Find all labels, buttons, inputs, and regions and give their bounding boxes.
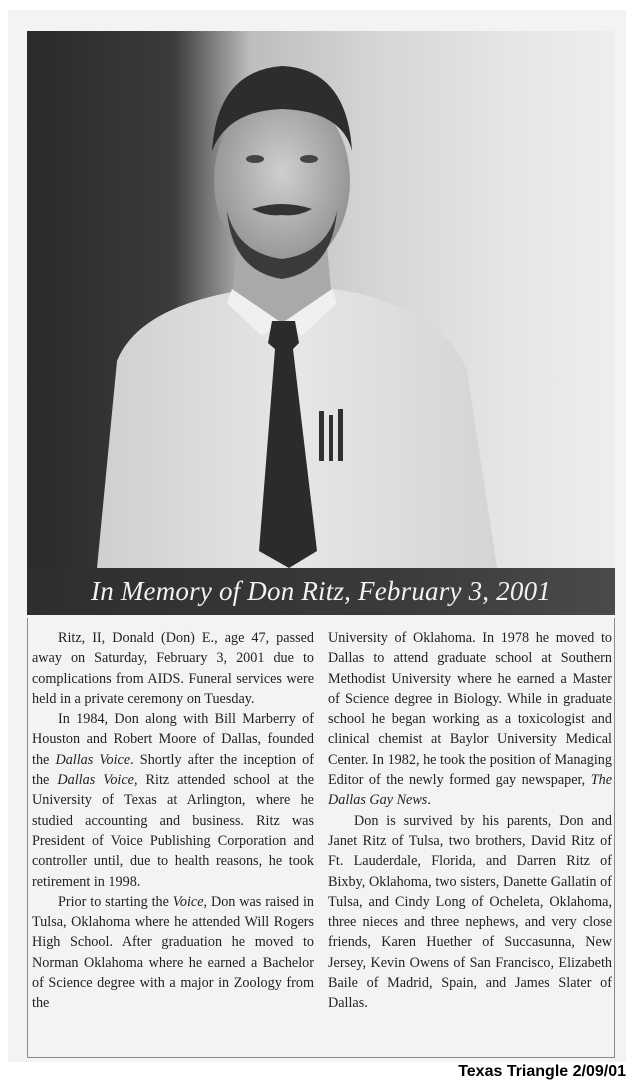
article-paragraph: [32, 709, 314, 892]
source-citation: Texas Triangle 2/09/01: [458, 1063, 626, 1080]
memorial-caption: In Memory of Don Ritz, February 3, 2001: [91, 576, 551, 606]
article-paragraph: [328, 628, 612, 811]
publication-name: Dallas Voice: [55, 751, 131, 768]
paragraph-text: . Shortly after the inception of the: [32, 751, 314, 789]
article-column-right: [328, 628, 612, 1014]
publication-name: Dallas Voice: [57, 772, 134, 789]
article-column-left: [32, 628, 314, 1014]
paragraph-text: Prior to starting the: [58, 893, 173, 910]
article-paragraph: [32, 892, 314, 1014]
publication-name: Voice: [172, 893, 204, 910]
paragraph-text: , Ritz attended school at the University of Texas at Arlington, where he studied accounting and business. Ritz was President of Voice Publishing Corporation and controller until, due to health reasons, he took retirement in 1998.: [32, 772, 314, 890]
paragraph-text: , Don was raised in Tulsa, Oklahoma where he attended Will Rogers High School. After graduation he moved to Norman Oklahoma where he earned a Bachelor of Science degree with a major in Zoology from the: [32, 893, 314, 1012]
paragraph-text: Don is survived by his parents, Don and Janet Ritz of Tulsa, two brothers, David Ritz of Ft. Lauderdale, Florida, and Darren Ritz of Bixby, Oklahoma, two sisters, Danette Gallatin of Tulsa, and Cindy Long of Ocheleta, Oklahoma, three nieces and three nephews, and very close friends, Karen Huether of Succasunna, New Jersey, Kevin Owens of San Francisco, Elizabeth Baile of Madrid, Spain, and James Slater of Dallas.: [328, 812, 612, 1012]
article-body: [27, 618, 615, 1058]
portrait-illustration: [27, 31, 615, 568]
article-paragraph: [328, 811, 612, 1014]
portrait-photo: [27, 31, 615, 568]
paragraph-text: Ritz, II, Donald (Don) E., age 47, passed away on Saturday, February 3, 2001 due to complications from AIDS. Funeral services were held in a private ceremony on Tuesday.: [32, 630, 314, 707]
paragraph-text: .: [427, 792, 431, 809]
paragraph-text: University of Oklahoma. In 1978 he moved to Dallas to attend graduate school at Southern Methodist University where he earned a Master of Science degree in Biology. While in graduate school he began working as a toxicologist and clinical chemist at Baylor University Medical Center. In 1982, he took the position of Managing Editor of the newly formed gay newspaper,: [328, 630, 612, 789]
publication-name: The Dallas Gay News: [328, 772, 612, 809]
paragraph-text: In 1984, Don along with Bill Marberry of Houston and Robert Moore of Dallas, founded the: [32, 711, 314, 768]
memorial-caption-bar: [27, 568, 615, 615]
article-paragraph: [32, 628, 314, 709]
